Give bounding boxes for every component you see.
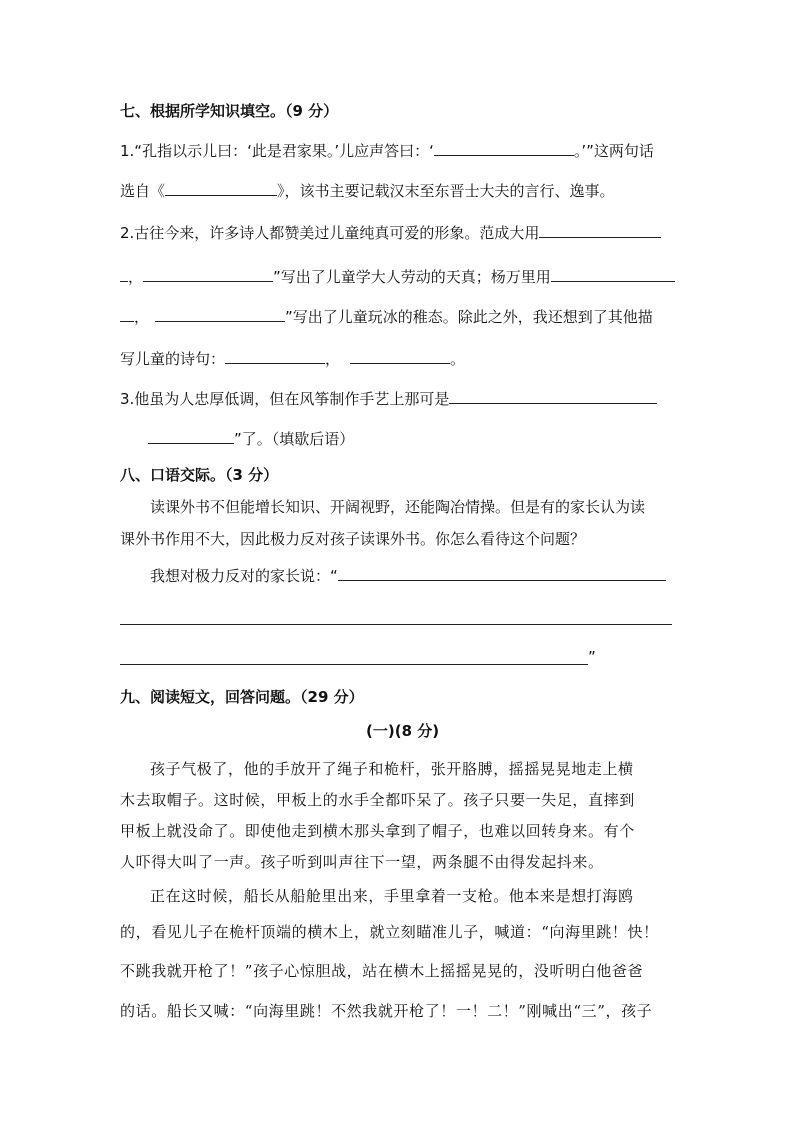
passage-subheading: (一)(8 分) [366,722,440,740]
section-9-heading: 九、阅读短文，回答问题。（29 分） [120,688,364,706]
q1-text-b: 。’”这两句话 [573,142,654,160]
question-2-line-1 [120,222,661,244]
q2-text-a: 2.古往今来，许多诗人都赞美过儿童纯真可爱的形象。范成大用 [120,224,540,242]
q1-text-c: 选自《 [120,182,166,200]
section-8-paragraph-line-1: 读课外书不但能增长知识、开阔视野，还能陶冶情操。但是有的家长认为读 [150,498,646,516]
answer-line[interactable] [120,664,588,665]
question-1-line-1 [120,140,654,162]
answer-blank[interactable] [434,141,574,156]
q2-text-g: ， [325,350,341,368]
q3-text-b: ”了。（填歇后语） [234,430,355,448]
question-3-line-2 [120,428,354,450]
q2-text-e: ”写出了儿童玩冰的稚态。除此之外，我还想到了其他描 [285,308,653,326]
passage-line: 的，看见儿子在桅杆顶端的横木上，就立刻瞄准儿子，喊道：“向海里跳！快！ [120,923,659,941]
answer-blank[interactable] [155,307,285,322]
answer-blank[interactable] [148,429,234,444]
question-2-line-3 [120,306,653,328]
answer-blank[interactable] [350,349,450,364]
q3-text-a: 3.他虽为人忠厚低调，但在风筝制作手艺上那可是 [120,390,450,408]
passage-line: 孩子气极了，他的手放开了绳子和桅杆，张开胳膊，摇摇晃晃地走上横 [150,760,634,778]
answer-blank[interactable] [449,389,657,404]
answer-blank[interactable] [120,307,134,322]
section-8-heading: 八、口语交际。（3 分） [120,466,279,484]
question-2-line-2 [120,266,675,288]
q2-text-h: 。 [450,350,466,368]
q2-text-b: ， [128,268,144,286]
answer-line[interactable] [120,624,672,625]
section-8-paragraph-line-2: 课外书作用不大，因此极力反对孩子读课外书。你怎么看待这个问题？ [120,530,586,548]
section-8-answer-prompt [150,565,666,587]
question-3-line-1 [120,388,657,410]
passage-line: 的话。船长又喊：“向海里跳！不然我就开枪了！一！二！”刚喊出“三”，孩子 [120,1002,653,1020]
answer-blank[interactable] [551,267,675,282]
prompt-text: 我想对极力反对的家长说：“ [150,567,338,585]
section-7-heading: 七、根据所学知识填空。（9 分） [120,102,339,120]
q2-text-d: ， [134,308,150,326]
question-2-line-4 [120,348,465,370]
answer-blank[interactable] [539,223,661,238]
q1-text-d: 》，该书主要记载汉末至东晋士大夫的言行、逸事。 [277,182,615,200]
q2-text-c: ”写出了儿童学大人劳动的天真；杨万里用 [273,268,551,286]
passage-line: 人吓得大叫了一声。孩子听到叫声往下一望，两条腿不由得发起抖来。 [120,853,604,871]
passage-line: 木去取帽子。这时候，甲板上的水手全都吓呆了。孩子只要一失足，直摔到 [120,791,635,809]
answer-blank[interactable] [120,267,128,282]
passage-line: 正在这时候，船长从船舱里出来，手里拿着一支枪。他本来是想打海鸥 [150,887,634,905]
passage-line: 不跳我就开枪了！”孩子心惊胆战，站在横木上摇摇晃晃的，没听明白他爸爸 [120,962,644,980]
q2-text-f: 写儿童的诗句： [120,350,226,368]
answer-blank[interactable] [165,181,277,196]
answer-blank[interactable] [143,267,273,282]
closing-quote: ” [588,648,596,666]
question-1-line-2 [120,180,615,202]
passage-line: 甲板上就没命了。即使他走到横木那头拿到了帽子，也难以回转身来。有个 [120,822,635,840]
q1-text-a: 1.“孔指以示儿曰：‘此是君家果。’儿应声答曰：‘ [120,142,434,160]
answer-blank[interactable] [338,566,666,581]
answer-blank[interactable] [225,349,325,364]
